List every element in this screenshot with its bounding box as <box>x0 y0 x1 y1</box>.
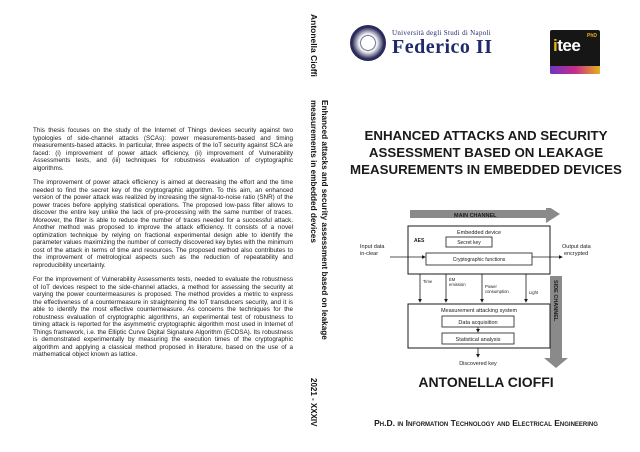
author-name: ANTONELLA CIOFFI <box>418 374 554 390</box>
itee-phd-label: PhD <box>587 33 597 39</box>
spine <box>300 0 332 452</box>
leakage-arrows <box>420 274 539 302</box>
input-label-2: in-clear <box>360 251 379 257</box>
university-seal-icon <box>350 25 386 61</box>
leak-time-label: Time <box>423 279 433 284</box>
thesis-title: ENHANCED ATTACKS AND SECURITY ASSESSMENT BASED ON LEAKAGE MEASUREMENTS IN EMBEDDED DEVICES <box>350 128 622 177</box>
discovered-key-label: Discovered key <box>459 361 497 367</box>
abstract <box>33 127 293 366</box>
abstract-paragraph-2: The improvement of power attack efficiency is aimed at decreasing the effort and the time needed to find the secret key of the cryptographic algorithm. To this aim, an enhanced version of the power attack was realized by increasing the signal-to-noise ratio (SNR) of the power traces before applying statistical operations. The proposed low-pass filter allows to discover the entire key unlike the lack of pre-processing with the same number of traces. Moreover, the filter is able to reduce the number of traces needed for a successful attack. Another method was proposed to improve the attack efficiency. It consists of a novel optimization technique by relying on fractional experimental design able to identify the parameter values maximizing the number of correctly discovered key bytes with the minimum cost of the attack in terms of time and resources. The proposed method also contributes to the improvement of metrological aspects such as the reduction of repeatability and reproducibility uncertainty. <box>33 179 293 269</box>
leak-em-label-2: emission <box>449 282 466 287</box>
itee-color-bar <box>550 66 600 74</box>
itee-wordmark: itee <box>553 36 581 55</box>
attack-diagram <box>350 208 632 368</box>
leak-power-label: Power <box>485 284 497 289</box>
embedded-device-label: Embedded device <box>456 230 502 236</box>
university-name-line2: Federico II <box>392 36 493 58</box>
leak-em-label: EM <box>449 277 456 282</box>
side-channel-label: SIDE CHANNEL <box>552 280 558 322</box>
aes-label: AES <box>414 238 425 244</box>
output-label-2: encrypted <box>564 251 589 257</box>
university-logo <box>350 25 492 61</box>
secret-key-box: Secret key <box>457 240 481 246</box>
crypto-functions-box: Cryptographic functions <box>452 257 506 263</box>
measurement-system-box <box>408 304 550 348</box>
leak-light-label: Light <box>529 290 539 295</box>
data-acquisition-box: Data acquisition <box>458 320 498 326</box>
measurement-system-label: Measurement attacking system <box>440 308 518 314</box>
phd-program: Ph.D. in Information Technology and Electrical Engineering <box>374 418 598 428</box>
leak-power-label-2: consumption <box>485 289 509 294</box>
embedded-device-box <box>408 226 550 274</box>
spine-year: 2021 - XXXIV <box>309 378 318 427</box>
input-label: Input data <box>360 244 385 250</box>
abstract-paragraph-3: For the improvement of Vulnerability Assessments tests, needed to evaluate the robustness of IoT devices respect to the side-channel attacks, a method for assessing the security at varying the power countermeasures is proposed. The method provides a metric to express the effectiveness of a countermeasure in straightening the IoT transducers security, and it is able to identify the most effective countermeasure. As concerns the techniques for the robustness evaluation of cryptographic algorithms, an experimental test of robustness to timing attack is reported for the asymmetric cryptographic algorithm most used in Internet of Things framework, i.e. the Elliptic Curve Digital Signature Algorithm (ECDSA). Its robustness is demonstrated experimentally by measuring the execution times of the cryptographic algorithm and applying a classical method proposed in literature, based on the use of a mathematical object known as lattice. <box>33 276 293 358</box>
statistical-analysis-box: Statistical analysis <box>455 337 501 343</box>
main-channel-label: MAIN CHANNEL <box>454 213 497 219</box>
spine-author: Antonella Cioffi <box>309 14 319 77</box>
back-cover <box>0 0 300 452</box>
university-name-line1: Università degli Studi di Napoli <box>392 29 492 37</box>
front-cover <box>332 0 640 452</box>
main-channel-arrow <box>410 208 560 223</box>
spine-title: Enhanced attacks and security assessment based on leakage measurements in embedded devices <box>309 100 329 340</box>
abstract-paragraph-1: This thesis focuses on the study of the Internet of Things devices security against two typologies of side-channel attacks (SCAs): power measurements-based and timing measurements-based attacks. In particular, three aspects of the IoT security against SCA are faced: (i) improvement of power attack efficiency, (ii) improvement of Vulnerability Assessments tests, and (iii) techniques for robustness evaluation of cryptographic algorithms. <box>33 127 293 172</box>
itee-logo <box>550 30 600 74</box>
output-label: Output data <box>562 244 591 250</box>
